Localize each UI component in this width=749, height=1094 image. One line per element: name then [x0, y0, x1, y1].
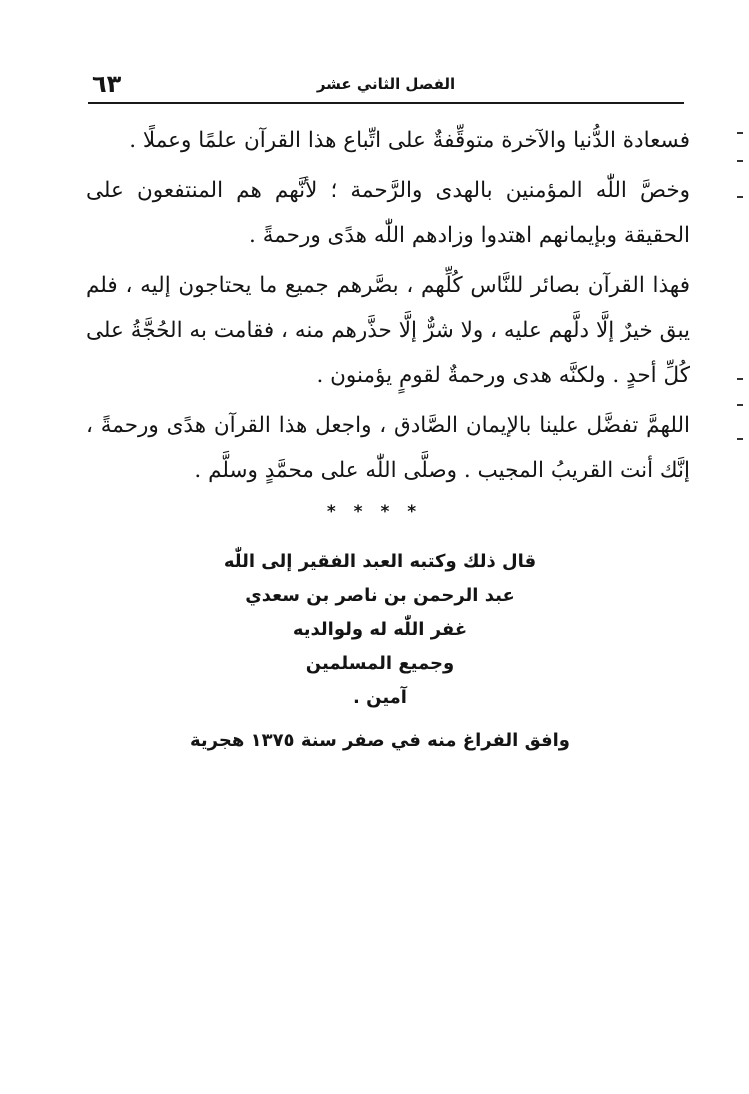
- paragraph-2: وخصَّ اللّٰه المؤمنين بالهدى والرَّحمة ؛ لأنَّهم هم المنتفعون على الحقيقة وبإيمانهم اهتدوا وزادهم اللّٰه هدًى ورحمةً .: [86, 178, 690, 248]
- completion-date-note: وافق الفراغ منه في صفر سنة ١٣٧٥ هجرية: [190, 730, 570, 751]
- author-signoff: [150, 545, 610, 715]
- margin-mark: [737, 132, 743, 134]
- paragraph-1: فسعادة الدُّنيا والآخرة متوقِّفةٌ على اتِّباع هذا القرآن علمًا وعملًا .: [129, 128, 690, 153]
- running-header: [88, 68, 684, 104]
- margin-mark: [737, 378, 743, 380]
- margin-mark: [737, 196, 743, 198]
- signoff-line-2: عبد الرحمن بن ناصر بن سعدي: [245, 585, 515, 606]
- page-number: ٦٣: [92, 70, 122, 98]
- signoff-line-3: غفر اللّٰه له ولوالديه: [292, 619, 468, 640]
- chapter-title: الفصل الثاني عشر: [316, 75, 456, 93]
- paragraph-3: فهذا القرآن بصائر للنَّاس كُلِّهم ، بصَّرهم جميع ما يحتاجون إليه ، فلم يبق خيرٌ إلَّا دلَّهم عليه ، ولا شرٌّ إلَّا حذَّرهم منه ، فقامت به الحُجَّةُ على كُلِّ أحدٍ . ولكنَّه هدى ورحمةٌ لقومٍ يؤمنون .: [86, 273, 690, 388]
- signoff-line-4: وجميع المسلمين: [305, 653, 455, 674]
- signoff-line-5: آمين .: [353, 687, 407, 708]
- margin-mark: [737, 404, 743, 406]
- paragraph-4: اللهمَّ تفضَّل علينا بالإيمان الصَّادق ، واجعل هذا القرآن هدًى ورحمةً ، إنَّك أنت القريبُ المجيب . وصلَّى اللّٰه على محمَّدٍ وسلَّم .: [86, 413, 690, 483]
- margin-mark: [737, 438, 743, 440]
- section-separator: * * * *: [326, 502, 423, 522]
- margin-mark: [737, 160, 743, 162]
- main-text: [86, 118, 690, 498]
- signoff-line-1: قال ذلك وكتبه العبد الفقير إلى اللّٰه: [223, 551, 537, 572]
